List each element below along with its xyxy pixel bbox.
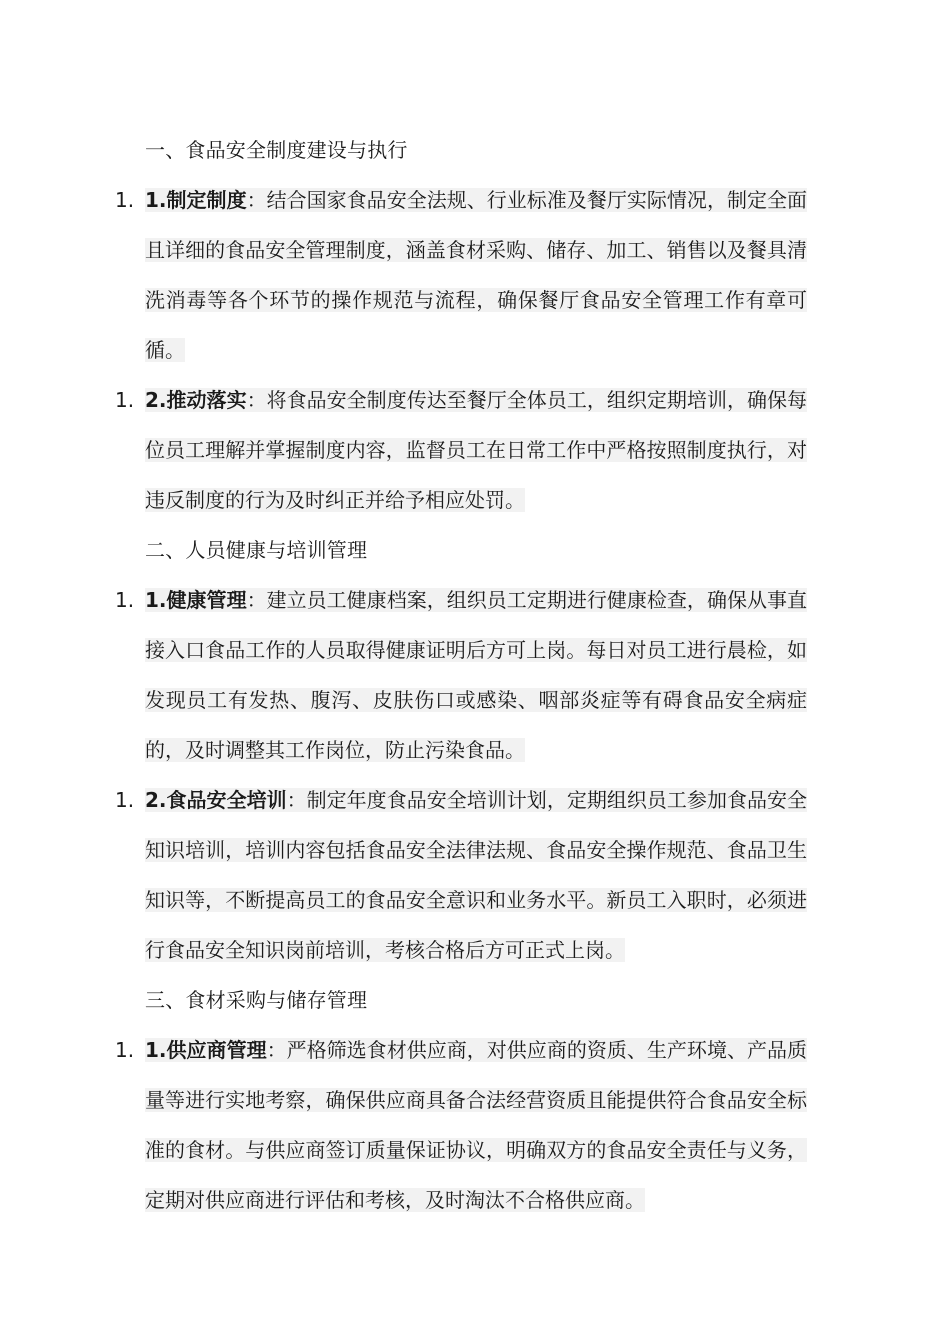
item-text: 将食品安全制度传达至餐厅全体员工，组织定期培训，确保每位员工理解并掌握制度内容，监督员工在日常工作中严格按照制度执行，对违反制度的行为及时纠正并给予相应处罚。 (145, 388, 808, 512)
list-number: 1. (115, 588, 135, 612)
list-number: 1. (115, 388, 135, 412)
list-item (115, 575, 808, 775)
section-heading: 一、食品安全制度建设与执行 (145, 138, 408, 162)
section-heading: 二、人员健康与培训管理 (145, 538, 368, 562)
document-body (115, 125, 808, 1225)
list-item (115, 175, 808, 375)
item-text: 严格筛选食材供应商，对供应商的资质、生产环境、产品质量等进行实地考察，确保供应商具备合法经营资质且能提供符合食品安全标准的食材。与供应商签订质量保证协议，明确双方的食品安全责任与义务，定期对供应商进行评估和考核，及时淘汰不合格供应商。 (145, 1038, 808, 1212)
item-separator: ： (266, 1038, 287, 1062)
item-text: 建立员工健康档案，组织员工定期进行健康检查，确保从事直接入口食品工作的人员取得健康证明后方可上岗。每日对员工进行晨检，如发现员工有发热、腹泻、皮肤伤口或感染、咽部炎症等有碍食品安全病症的，及时调整其工作岗位，防止污染食品。 (145, 588, 808, 762)
list-number: 1. (115, 788, 135, 812)
item-separator: ： (246, 388, 267, 412)
item-text: 结合国家食品安全法规、行业标准及餐厅实际情况，制定全面且详细的食品安全管理制度，涵盖食材采购、储存、加工、销售以及餐具清洗消毒等各个环节的操作规范与流程，确保餐厅食品安全管理工作有章可循。 (145, 188, 808, 362)
item-separator: ： (246, 588, 267, 612)
item-title: 1.健康管理 (145, 588, 247, 612)
item-title: 2.推动落实 (145, 388, 247, 412)
list-item (115, 1025, 808, 1225)
item-separator: ： (286, 788, 307, 812)
item-separator: ： (246, 188, 267, 212)
item-text: 制定年度食品安全培训计划，定期组织员工参加食品安全知识培训，培训内容包括食品安全法律法规、食品安全操作规范、食品卫生知识等，不断提高员工的食品安全意识和业务水平。新员工入职时，必须进行食品安全知识岗前培训，考核合格后方可正式上岗。 (145, 788, 808, 962)
list-item (115, 375, 808, 525)
item-title: 1.供应商管理 (145, 1038, 267, 1062)
item-title: 2.食品安全培训 (145, 788, 287, 812)
list-item (115, 775, 808, 975)
section-heading: 三、食材采购与储存管理 (145, 988, 368, 1012)
list-number: 1. (115, 1038, 135, 1062)
list-number: 1. (115, 188, 135, 212)
item-title: 1.制定制度 (145, 188, 247, 212)
